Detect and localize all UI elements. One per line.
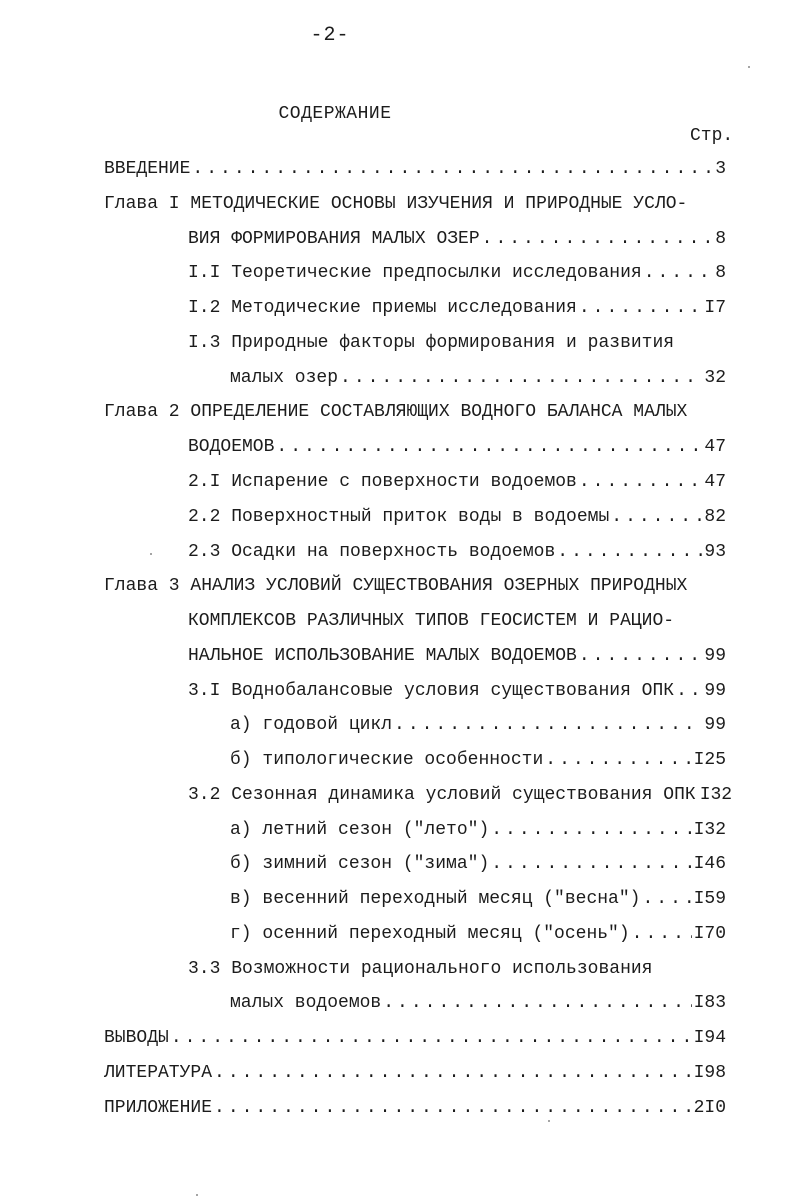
toc-entry-text: ВЫВОДЫ: [104, 1028, 169, 1048]
toc-entry-page: 2I0: [693, 1098, 726, 1118]
toc-entry-text: в) весенний переходный месяц ("весна"): [230, 889, 641, 909]
toc-entry-introduction: [104, 158, 726, 180]
toc-entry-section-3-2-d: [230, 923, 726, 945]
toc-leader-dots: [642, 888, 691, 910]
page-column-label: Стр.: [690, 126, 734, 146]
toc-entry-page: 32: [704, 368, 726, 388]
toc-entry-text: I.3 Природные факторы формирования и развития: [188, 333, 675, 353]
toc-entry-text: ВОДОЕМОВ: [188, 437, 275, 457]
toc-entry-text: 2.2 Поверхностный приток воды в водоемы: [188, 507, 610, 527]
toc-entry-section-1-3-cont: [230, 367, 726, 389]
toc-entry-text: а) годовой цикл: [230, 715, 393, 735]
toc-entry-text: 3.I Воднобалансовые условия существования ОПК: [188, 681, 675, 701]
toc-leader-dots: [383, 992, 691, 1014]
toc-entry-section-3-1-a: [230, 714, 726, 736]
toc-entry-chapter-2-cont: [188, 436, 726, 458]
toc-entry-chapter-1: [104, 193, 687, 215]
toc-leader-dots: [276, 436, 702, 458]
toc-entry-literature: [104, 1062, 726, 1084]
toc-entry-text: 3.2 Сезонная динамика условий существования ОПК: [188, 785, 696, 805]
toc-entry-appendix: [104, 1097, 726, 1119]
toc-entry-page: I98: [693, 1063, 726, 1083]
toc-entry-text: КОМПЛЕКСОВ РАЗЛИЧНЫХ ТИПОВ ГЕОСИСТЕМ И РАЦИО-: [188, 611, 675, 631]
toc-entry-text: ЛИТЕРАТУРА: [104, 1063, 213, 1083]
page-title: СОДЕРЖАНИЕ: [278, 104, 392, 124]
toc-entry-chapter-3: [104, 575, 687, 597]
toc-entry-chapter-3-cont-1: [188, 610, 674, 632]
toc-leader-dots: [545, 749, 691, 771]
toc-entry-section-3-3: [188, 958, 652, 980]
toc-entry-page: I46: [693, 854, 726, 874]
toc-entry-page: I32: [693, 820, 726, 840]
toc-leader-dots: [632, 923, 692, 945]
toc-leader-dots: [192, 158, 713, 180]
toc-entry-page: 8: [715, 263, 726, 283]
scan-speck: [150, 553, 152, 555]
toc-leader-dots: [214, 1097, 692, 1119]
toc-entry-text: ВВЕДЕНИЕ: [104, 159, 191, 179]
toc-leader-dots: [611, 506, 702, 528]
toc-entry-section-3-2-b: [230, 853, 726, 875]
toc-entry-conclusions: [104, 1027, 726, 1049]
toc-entry-section-1-1: [188, 262, 726, 284]
toc-entry-page: 99: [704, 715, 726, 735]
scan-speck: [196, 1194, 198, 1196]
scan-speck: [548, 1120, 550, 1122]
toc-entry-section-3-2-a: [230, 819, 726, 841]
toc-entry-page: I94: [693, 1028, 726, 1048]
toc-entry-text: б) зимний сезон ("зима"): [230, 854, 490, 874]
toc-entry-text: г) осенний переходный месяц ("осень"): [230, 924, 630, 944]
toc-entry-section-1-2: [188, 297, 726, 319]
toc-entry-page: I83: [693, 993, 726, 1013]
toc-leader-dots: [579, 645, 703, 667]
toc-entry-section-1-3: [188, 332, 674, 354]
toc-leader-dots: [579, 471, 703, 493]
toc-entry-text: 2.I Испарение с поверхности водоемов: [188, 472, 577, 492]
toc-entry-text: а) летний сезон ("лето"): [230, 820, 490, 840]
toc-entry-page: 3: [715, 159, 726, 179]
toc-leader-dots: [557, 541, 702, 563]
toc-entry-section-3-2: [188, 784, 733, 806]
scan-speck: [748, 66, 750, 68]
toc-entry-text: малых озер: [230, 368, 339, 388]
toc-entry-section-2-2: [188, 506, 726, 528]
toc-leader-dots: [644, 262, 714, 284]
toc-entry-section-3-1-b: [230, 749, 726, 771]
toc-entry-page: 99: [704, 681, 726, 701]
toc-entry-chapter-2: [104, 401, 687, 423]
toc-leader-dots: [214, 1062, 692, 1084]
toc-entry-page: 8: [715, 229, 726, 249]
toc-entry-page: 82: [704, 507, 726, 527]
toc-leader-dots: [171, 1027, 692, 1049]
toc-leader-dots: [676, 680, 702, 702]
toc-leader-dots: [579, 297, 703, 319]
page-number: -2-: [310, 24, 350, 47]
toc-entry-text: Глава 3 АНАЛИЗ УСЛОВИЙ СУЩЕСТВОВАНИЯ ОЗЕРНЫХ ПРИРОДНЫХ: [104, 576, 688, 596]
toc-entry-page: 93: [704, 542, 726, 562]
toc-entry-page: I25: [693, 750, 726, 770]
toc-entry-text: 3.3 Возможности рационального использования: [188, 959, 653, 979]
toc-entry-text: ВИЯ ФОРМИРОВАНИЯ МАЛЫХ ОЗЕР: [188, 229, 480, 249]
toc-leader-dots: [491, 819, 691, 841]
toc-entry-chapter-3-cont-2: [188, 645, 726, 667]
toc-leader-dots: [491, 853, 691, 875]
toc-entry-section-3-2-c: [230, 888, 726, 910]
toc-entry-page: I32: [699, 785, 733, 805]
toc-entry-text: Глава 2 ОПРЕДЕЛЕНИЕ СОСТАВЛЯЮЩИХ ВОДНОГО БАЛАНСА МАЛЫХ: [104, 402, 688, 422]
toc-entry-text: НАЛЬНОЕ ИСПОЛЬЗОВАНИЕ МАЛЫХ ВОДОЕМОВ: [188, 646, 577, 666]
toc-entry-page: I70: [693, 924, 726, 944]
toc-entry-section-3-1: [188, 680, 726, 702]
toc-entry-section-2-3: [188, 541, 726, 563]
toc-leader-dots: [482, 228, 714, 250]
toc-entry-chapter-1-cont: [188, 228, 726, 250]
toc-entry-text: б) типологические особенности: [230, 750, 544, 770]
toc-entry-text: I.I Теоретические предпосылки исследования: [188, 263, 642, 283]
toc-leader-dots: [340, 367, 702, 389]
toc-entry-page: I7: [704, 298, 726, 318]
toc-entry-text: ПРИЛОЖЕНИЕ: [104, 1098, 213, 1118]
toc-leader-dots: [394, 714, 702, 736]
toc-entry-page: I59: [693, 889, 726, 909]
toc-entry-text: I.2 Методические приемы исследования: [188, 298, 577, 318]
toc-entry-text: Глава I МЕТОДИЧЕСКИЕ ОСНОВЫ ИЗУЧЕНИЯ И ПРИРОДНЫЕ УСЛО-: [104, 194, 688, 214]
toc-entry-section-3-3-cont: [230, 992, 726, 1014]
toc-entry-page: 47: [704, 437, 726, 457]
toc-entry-text: 2.3 Осадки на поверхность водоемов: [188, 542, 556, 562]
toc-entry-page: 99: [704, 646, 726, 666]
toc-entry-section-2-1: [188, 471, 726, 493]
toc-entry-text: малых водоемов: [230, 993, 382, 1013]
toc-entry-page: 47: [704, 472, 726, 492]
